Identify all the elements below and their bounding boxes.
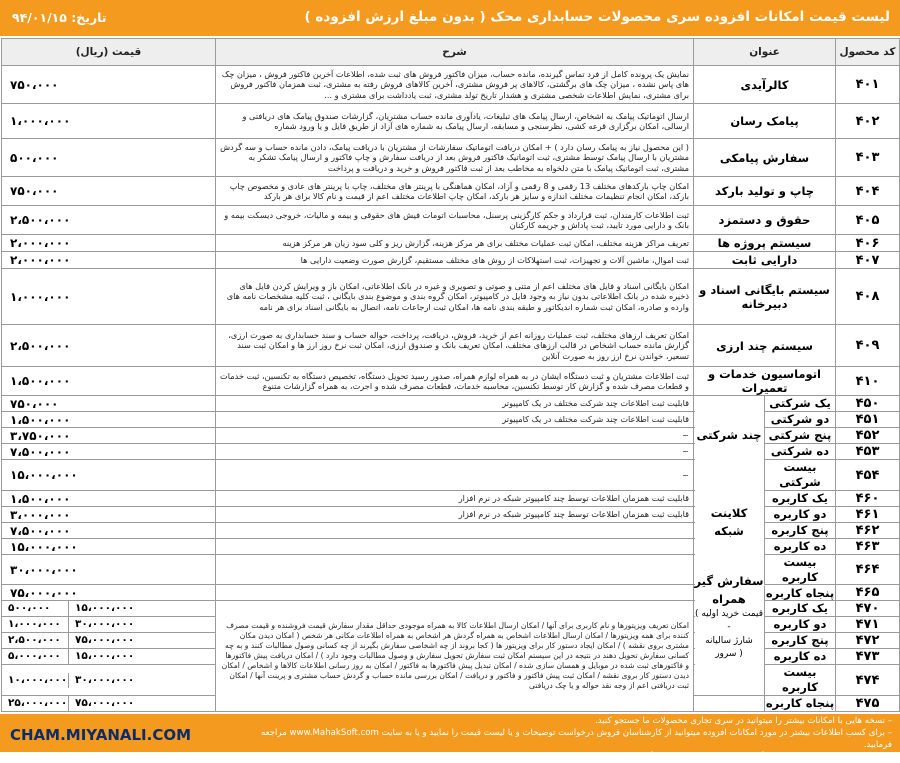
- price-pair-cell: [2, 633, 216, 649]
- purchase-price: ۱۵،۰۰۰،۰۰۰: [68, 601, 215, 616]
- product-price: ۱،۰۰۰،۰۰۰: [2, 104, 216, 139]
- product-price: ۱۵،۰۰۰،۰۰۰: [2, 539, 216, 555]
- table-row: [2, 523, 900, 539]
- product-subname: دو کاربره: [764, 617, 835, 632]
- product-price: ۲،۵۰۰،۰۰۰: [2, 206, 216, 235]
- product-name: پیامک رسان: [694, 104, 836, 139]
- table-row: [2, 585, 900, 601]
- product-description: [216, 555, 694, 585]
- product-code: ۴۰۹: [836, 325, 900, 367]
- product-code: ۴۶۲: [836, 523, 900, 539]
- product-price: ۱،۵۰۰،۰۰۰: [2, 491, 216, 507]
- product-name: سیستم چند ارزی: [694, 325, 836, 367]
- product-price: ۲،۰۰۰،۰۰۰: [2, 235, 216, 252]
- page-title: لیست قیمت امکانات افزوده سری محصولات حسابداری محک ( بدون مبلغ ارزش افزوده ): [304, 9, 890, 25]
- table-row: [2, 269, 900, 325]
- group-sublabel: ( قیمت خرید اولیه -: [694, 608, 764, 633]
- price-pair-cell: [2, 696, 216, 712]
- group-sublabel: شارژ سالیانه سرور ): [705, 635, 753, 660]
- product-description: قابلیت ثبت همزمان اطلاعات توسط چند کامپیوتر شبکه در نرم افزار: [216, 507, 694, 523]
- product-code: ۴۵۱: [836, 412, 900, 428]
- product-price: ۷۵۰،۰۰۰: [2, 177, 216, 206]
- date-label: تاریخ: ۹۴/۰۱/۱۵: [12, 10, 107, 25]
- product-name: چاپ و تولید بارکد: [694, 177, 836, 206]
- product-code: ۴۶۱: [836, 507, 900, 523]
- footer-note: – تمامی نرخ های فوق در کلیه نمایندگی ها یکسان می باشد و نمایندگان حق دریافت مبلغ بیشتر و یا کمتر را ندارند.: [487, 752, 892, 762]
- product-price: ۱،۵۰۰،۰۰۰: [2, 367, 216, 396]
- product-price: ۵۰۰،۰۰۰: [2, 139, 216, 177]
- product-subname: یک کاربره: [764, 601, 835, 616]
- product-code: ۴۰۵: [836, 206, 900, 235]
- product-price: ۳،۰۰۰،۰۰۰: [2, 507, 216, 523]
- product-code: ۴۰۳: [836, 139, 900, 177]
- purchase-price: ۳۰،۰۰۰،۰۰۰: [68, 673, 215, 688]
- product-name: کالرآیدی: [694, 66, 836, 104]
- product-price: ۷۵۰،۰۰۰: [2, 66, 216, 104]
- purchase-price: ۱۵،۰۰۰،۰۰۰: [68, 649, 215, 664]
- product-code: ۴۷۲: [836, 633, 900, 649]
- product-description: [216, 585, 694, 601]
- product-name-cell: [694, 696, 836, 712]
- table-row: [2, 539, 900, 555]
- product-code: ۴۶۳: [836, 539, 900, 555]
- product-price: ۱،۵۰۰،۰۰۰: [2, 412, 216, 428]
- table-row: [2, 507, 900, 523]
- price-pair-cell: [2, 665, 216, 696]
- table-row: [2, 235, 900, 252]
- product-description: ارسال اتوماتیک پیامک به اشخاص، ارسال پیامک های تبلیغات، یادآوری مانده حساب مشتریان، گزارشات صندوق پیامک های دریافتی و ارسالی، امکان برگزاری قرعه کشی، نظرسنجی و مسابقه، ارسال پیامک به شماره های آزاد از طریق فایل و یا ورود شماره: [216, 104, 694, 139]
- header-desc: شرح: [216, 39, 694, 66]
- annual-charge-price: ۵،۰۰۰،۰۰۰: [8, 650, 61, 663]
- product-description: قابلیت ثبت اطلاعات چند شرکت مختلف در یک کامپیوتر: [216, 396, 694, 412]
- product-subname: ده شرکتی: [764, 444, 835, 459]
- product-price: ۲،۵۰۰،۰۰۰: [2, 325, 216, 367]
- product-description: قابلیت ثبت اطلاعات چند شرکت مختلف در یک کامپیوتر: [216, 412, 694, 428]
- product-description: ~: [216, 460, 694, 491]
- product-code: ۴۰۲: [836, 104, 900, 139]
- title-bar: [0, 0, 900, 36]
- price-table: [1, 38, 900, 712]
- table-row: [2, 177, 900, 206]
- purchase-price: ۳۰،۰۰۰،۰۰۰: [68, 617, 215, 632]
- group-network-client: [695, 477, 764, 569]
- product-description: ثبت اطلاعات کارمندان، ثبت قرارداد و حکم کارگزینی پرسنل، محاسبات اتومات فیش های حقوقی و بیمه و مالیات، خروجی دیسکت بیمه و بانک و دارایی مورد تایید، ثبت پاداش و جریمه کارکنان: [216, 206, 694, 235]
- product-description: ~: [216, 444, 694, 460]
- product-code: ۴۰۸: [836, 269, 900, 325]
- product-description: تعریف مراکز هزینه مختلف، امکان ثبت عملیات مختلف برای هر مرکز هزینه، گزارش ریز و کلی سود زیان هر مرکز هزینه: [216, 235, 694, 252]
- annual-charge-price: ۲،۵۰۰،۰۰۰: [8, 634, 61, 647]
- table-row: [2, 555, 900, 585]
- group-mobile-order: [695, 571, 764, 665]
- product-code: ۴۵۲: [836, 428, 900, 444]
- product-name: اتوماسیون خدمات و تعمیرات: [694, 367, 836, 396]
- product-price: ۳۰،۰۰۰،۰۰۰: [2, 555, 216, 585]
- product-code: ۴۵۰: [836, 396, 900, 412]
- table-row: [2, 428, 900, 444]
- group-label: سفارش گیر همراه: [694, 574, 764, 606]
- product-price: ۱۵،۰۰۰،۰۰۰: [2, 460, 216, 491]
- product-code: ۴۷۴: [836, 665, 900, 696]
- header-name: عنوان: [694, 39, 836, 66]
- footer-note: – نسخه هایی با امکانات بیشتر را میتوانید در سری تجاری محصولات ما جستجو کنید.: [595, 716, 892, 726]
- table-body: [2, 66, 900, 712]
- product-subname: پنج شرکتی: [764, 428, 835, 443]
- product-subname: دو کاربره: [764, 507, 835, 522]
- product-price: ۷۵،۰۰۰،۰۰۰: [2, 585, 216, 601]
- annual-charge-price: ۲۵،۰۰۰،۰۰۰: [8, 697, 68, 710]
- product-description: ~: [216, 428, 694, 444]
- footer: [0, 714, 900, 762]
- table-row: [2, 325, 900, 367]
- footer-notes: [252, 715, 892, 763]
- product-price: ۳،۷۵۰،۰۰۰: [2, 428, 216, 444]
- product-subname: یک کاربره: [764, 491, 835, 506]
- purchase-price: ۷۵،۰۰۰،۰۰۰: [68, 696, 215, 711]
- product-subname: پنجاه کاربره: [765, 585, 835, 600]
- table-row: [2, 206, 900, 235]
- table-row: [2, 139, 900, 177]
- table-row: [2, 491, 900, 507]
- product-description: نمایش یک پرونده کامل از فرد تماس گیرنده، مانده حساب، میزان فاکتور فروش های ثبت شده، اطلاعات آخرین فاکتور فروش ، میزان چک های پاس نشده ، میزان چک های برگشتی، کالاهای پر فروش مشتری، آخرین کالاهای فروش رفته به مشتری، ثبت همزمان فاکتور فروش برای مشتری، نمایش اطلاعات شخصی مشتری و هشدار تاریخ تولد مشتری، ثبت یادداشت برای مشتری و ...: [216, 66, 694, 104]
- product-price: ۷۵۰،۰۰۰: [2, 396, 216, 412]
- header-price: قیمت (ریال): [2, 39, 216, 66]
- product-name: سیستم بایگانی اسناد و دبیرخانه: [694, 269, 836, 325]
- table-header-row: [2, 39, 900, 66]
- table-row: [2, 460, 900, 491]
- product-subname: پنج کاربره: [764, 633, 835, 648]
- table-row: [2, 66, 900, 104]
- product-subname: پنجاه کاربره: [765, 696, 835, 711]
- product-code: ۴۰۱: [836, 66, 900, 104]
- group-multi-company: [695, 397, 764, 475]
- product-subname: بیست کاربره: [764, 665, 835, 695]
- group-label: چند شرکتی: [696, 427, 762, 442]
- product-description: [216, 539, 694, 555]
- product-price: ۷،۵۰۰،۰۰۰: [2, 523, 216, 539]
- product-description: امکان تعریف ارزهای مختلف، ثبت عملیات روزانه اعم از خرید، فروش، دریافت، پرداخت، حواله حساب و سند حسابداری به صورت ارزی، گزارش مانده حساب اشخاص در قالب ارزهای مختلف، امکان تعریف بانک و صندوق ارزی، امکان ثبت نرخ روز ارز ها و امکان ثبت سند تسعیر، خواندن نرخ ارز روز به صورت آنلاین: [216, 325, 694, 367]
- product-name: حقوق و دستمزد: [694, 206, 836, 235]
- product-name: سفارش پیامکی: [694, 139, 836, 177]
- product-name-cell: [694, 665, 836, 696]
- table-row: [2, 367, 900, 396]
- price-pair-cell: [2, 601, 216, 617]
- annual-charge-price: ۱۰،۰۰۰،۰۰۰: [8, 673, 68, 686]
- product-subname: بیست کاربره: [764, 555, 835, 584]
- product-code: ۴۵۳: [836, 444, 900, 460]
- product-code: ۴۰۴: [836, 177, 900, 206]
- product-description: امکان چاپ بارکدهای مختلف 13 رقمی و 8 رقمی و آزاد، امکان هماهنگی با پرینتر های مختلف، چاپ با پرینتر های عادی و مخصوص چاپ بارکد، امکان انجام تنظیمات مختلف اندازه و سایز هر بارکد، امکان چاپ اطلاعات مختلف اعم از قیمت و نام کالا برای هر بارکد: [216, 177, 694, 206]
- product-subname: بیست شرکتی: [764, 460, 835, 490]
- product-code: ۴۷۵: [836, 696, 900, 712]
- product-description: امکان تعریف ویزیتورها و نام کاربری برای آنها / امکان ارسال اطلاعات کالا به همراه موجودی حداقل مقدار سفارش قیمت فروشنده و قیمت مصرف کننده برای همه ویزیتورها / امکان ارسال اطلاعات اشخاص به همراه گردش هر اشخاص به همراه اطلاعات مکانی هر شخص ( امکان دیدن مکان مشتری بروی نقشه ) / امکان ایجاد دستور کار برای ویزیتور ها ( کجا بروند از چه اشخاصی سفارش بگیرند از چه کسانی وصول مطالبات کنند و به چه کسانی سفارش تحویل دهند در نتیجه در این سیستم امکان ثبت سفارش تحویل سفارش و وصول مطالبات وجود دارد ) / امکان دریافت پیش فاکتورها و فاکتورهای ثبت شده در موبایل و همسان سازی شده / امکان تبدیل پیش فاکتورها به فاکتور / امکان به روز رسانی اطلاعات کالاها و اشخاص / امکان دیدن دستور کار بروی نقشه / امکان ثبت پیش فاکتور و فاکتور و دریافت / امکان بررسی مانده حساب و گردش حساب مشتری و پرینت آنها / امکان ثبت دریافتی اعم از وجه نقد حواله و یا چک دریافتی: [216, 601, 694, 712]
- table-row: [2, 412, 900, 428]
- header-code: کد محصول: [836, 39, 900, 66]
- product-code: ۴۷۰: [836, 601, 900, 617]
- product-subname: پنج کاربره: [764, 523, 835, 538]
- table-row: [2, 444, 900, 460]
- product-code: ۴۶۴: [836, 555, 900, 585]
- product-price: ۲،۰۰۰،۰۰۰: [2, 252, 216, 269]
- product-code: ۴۰۷: [836, 252, 900, 269]
- product-name: دارایی ثابت: [694, 252, 836, 269]
- table-row: [2, 601, 900, 617]
- product-subname: ده کاربره: [764, 539, 835, 554]
- table-row: [2, 104, 900, 139]
- product-price: ۱،۰۰۰،۰۰۰: [2, 269, 216, 325]
- table-row: [2, 252, 900, 269]
- product-price: ۷،۵۰۰،۰۰۰: [2, 444, 216, 460]
- product-description: ( این محصول نیاز به پیامک رسان دارد ) + امکان دریافت اتوماتیک سفارشات از مشتریان با دریافت پیامک، دادن مانده حساب و سه گردش مشتریان با ارسال پیامک توسط مشتری، ثبت اتوماتیک فاکتور فروش بعد از دریافت سفارش و چاپ فاکتور و ارسال پیامک تشکر به مشتری، ثبت اتوماتیک پیامک با متن دلخواه به مخاطب بعد از ثبت فاکتور فروش و خرید و دریافت و پرداخت: [216, 139, 694, 177]
- product-code: ۴۶۵: [836, 585, 900, 601]
- product-code: ۴۶۰: [836, 491, 900, 507]
- table-row: [2, 396, 900, 412]
- product-subname: ده کاربره: [764, 649, 835, 664]
- footer-note: – برای کسب اطلاعات بیشتر در مورد امکانات افزوده میتوانید از کارشناسان فروش درخواست توضیحات و یا لیست قیمت را نمایید و یا به سایت www.MahakSoft.com مراجعه فرمایید.: [260, 728, 892, 750]
- product-description: ثبت اطلاعات مشتریان و ثبت دستگاه ایشان در به همراه لوازم همراه، صدور رسید تحویل دستگاه، تخصیص دستگاه به تکنسین، ثبت خدمات و قطعات مصرف شده و گزارش کار توسط تکنسین، محاسبه خدمات، قطعات مصرف شده و اجرت، به همراه گزارشات متنوع: [216, 367, 694, 396]
- product-description: امکان بایگانی اسناد و فایل های مختلف اعم از متنی و صوتی و تصویری و غیره در بانک اطلاعاتی، امکان باز و ویرایش کردن فایل های ذخیره شده در بانک اطلاعاتی بدون نیاز به وجود فایل در کامپیوتر، امکان گروه بندی و موضوع بندی بایگانی ، ثبت کلیه مشخصات نامه های وارده و صادره، امکان ثبت شماره اندیکاتور و طبقه بندی نامه ها، امکان ثبت ارجاعات نامه، اتصال به بایگانی اسناد برای هر نامه: [216, 269, 694, 325]
- annual-charge-price: ۵۰۰،۰۰۰: [8, 602, 51, 615]
- group-label: کلاینت شبکه: [710, 506, 748, 538]
- annual-charge-price: ۱،۰۰۰،۰۰۰: [8, 618, 61, 631]
- product-code: ۴۱۰: [836, 367, 900, 396]
- price-pair-cell: [2, 649, 216, 665]
- product-description: [216, 523, 694, 539]
- product-subname: دو شرکتی: [764, 412, 835, 427]
- product-name: سیستم پروژه ها: [694, 235, 836, 252]
- price-pair-cell: [2, 617, 216, 633]
- product-description: ثبت اموال، ماشین آلات و تجهیزات، ثبت استهلاکات از روش های مختلف مستقیم، گزارش صورت وضعیت دارایی ها: [216, 252, 694, 269]
- product-code: ۴۷۳: [836, 649, 900, 665]
- product-subname: یک شرکتی: [764, 396, 835, 411]
- product-description: قابلیت ثبت همزمان اطلاعات توسط چند کامپیوتر شبکه در نرم افزار: [216, 491, 694, 507]
- product-code: ۴۷۱: [836, 617, 900, 633]
- product-code: ۴۰۶: [836, 235, 900, 252]
- purchase-price: ۷۵،۰۰۰،۰۰۰: [68, 633, 215, 648]
- site-watermark: CHAM.MIYANALI.COM: [10, 726, 192, 744]
- product-code: ۴۵۴: [836, 460, 900, 491]
